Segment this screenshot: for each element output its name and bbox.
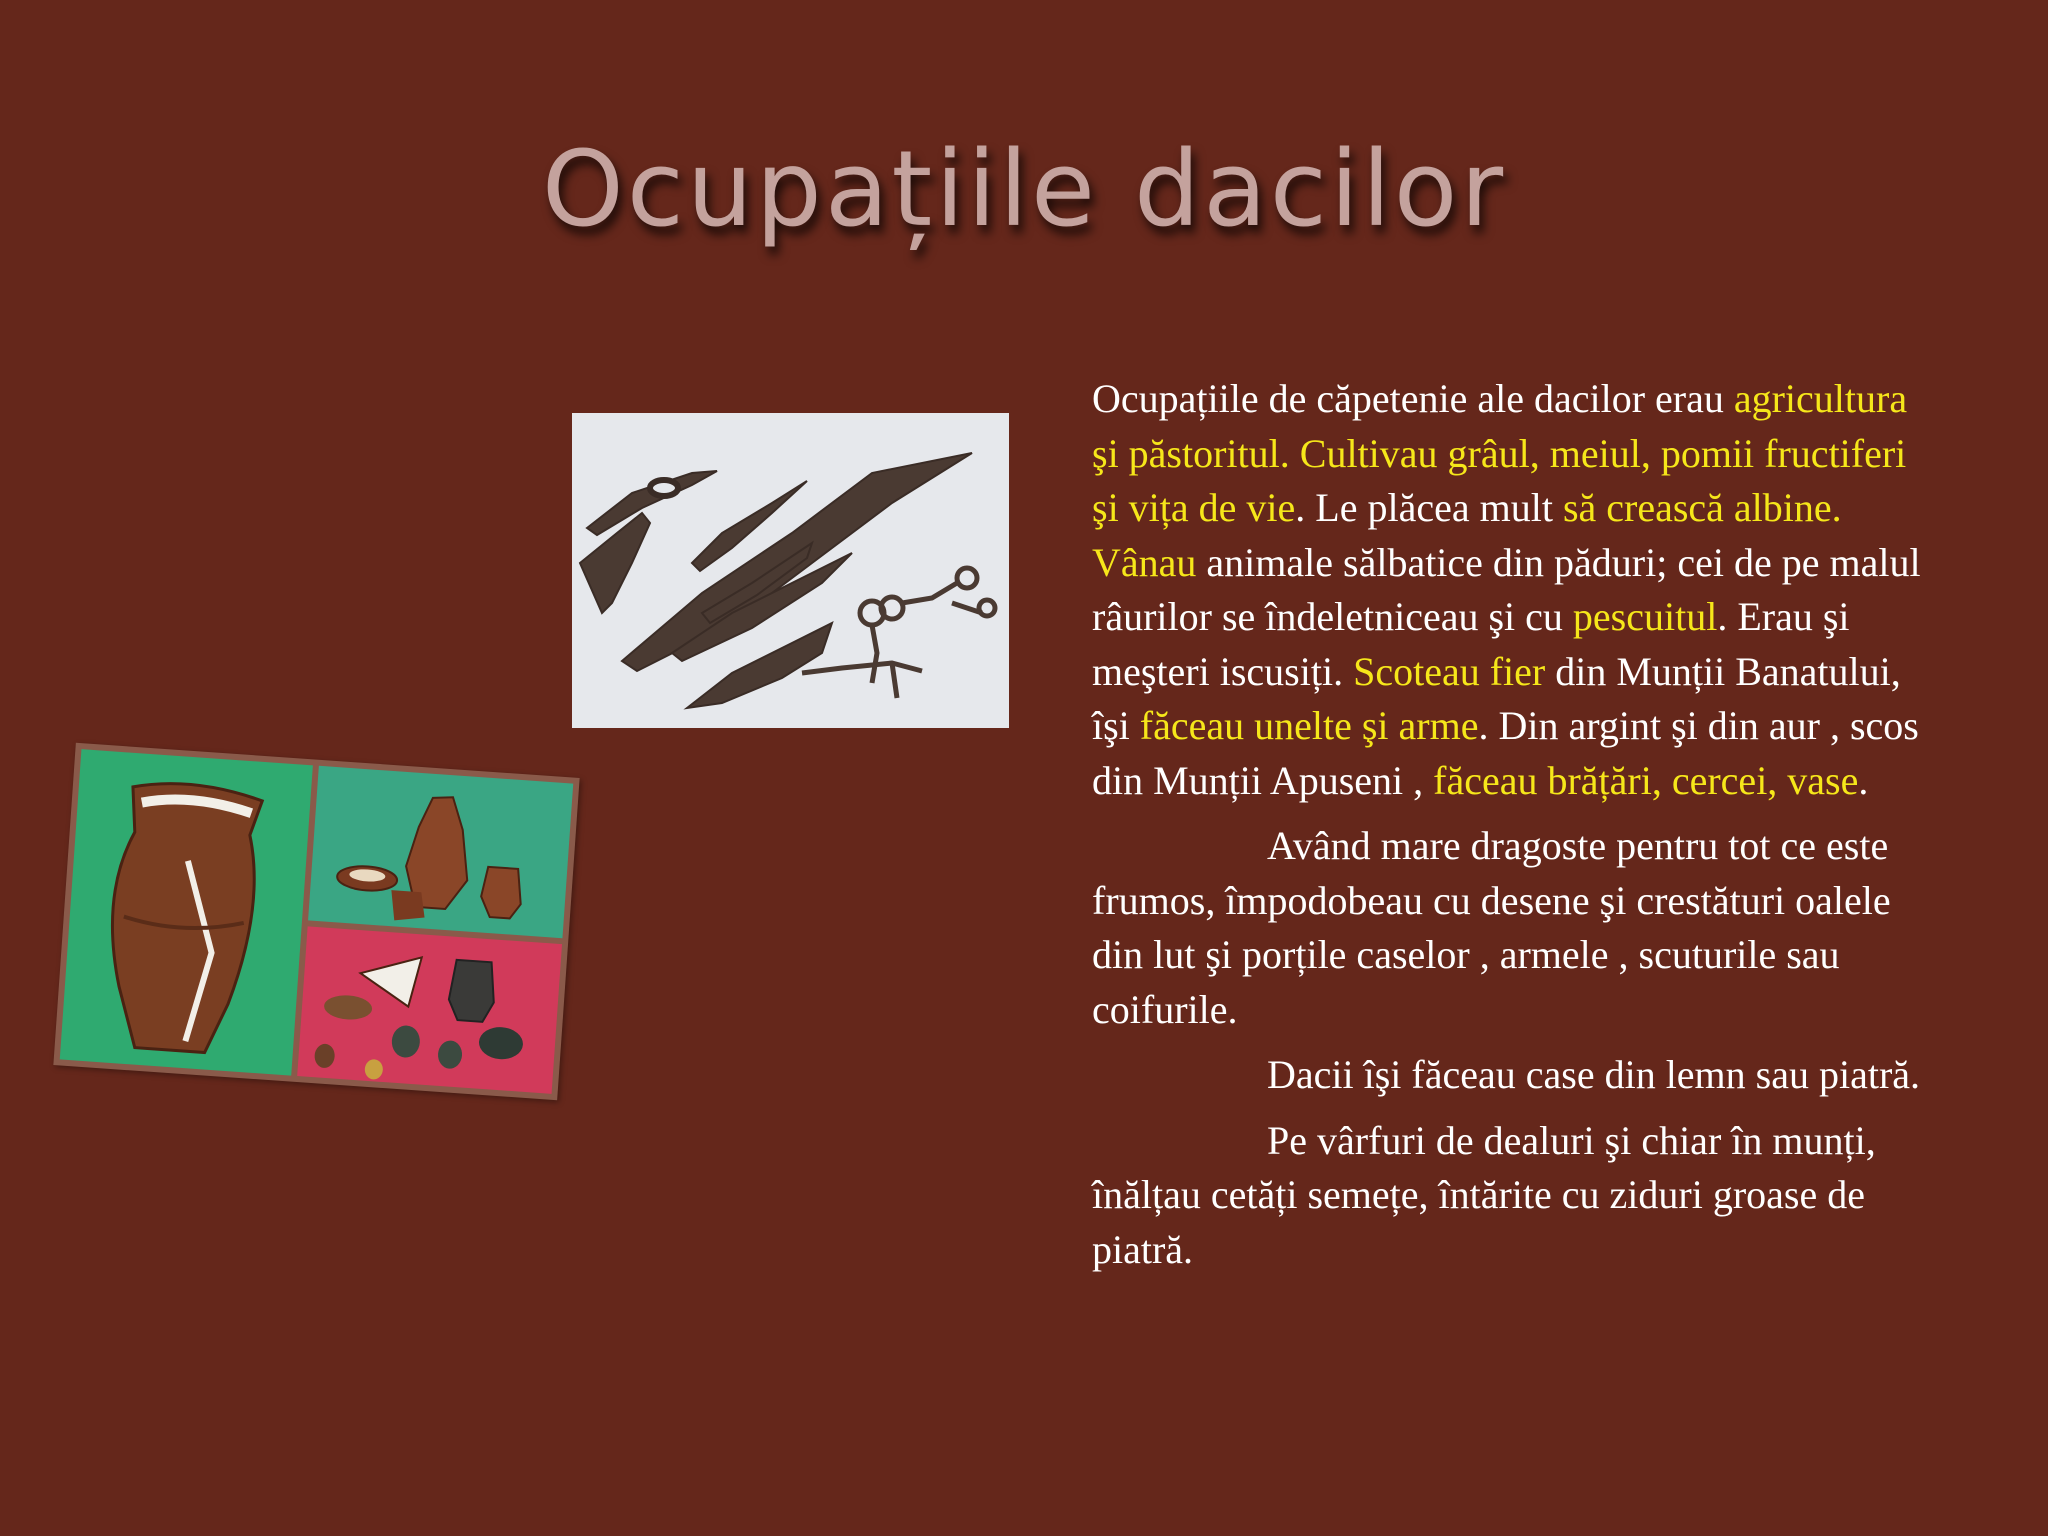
paragraph-houses (1092, 1048, 1932, 1103)
highlight-bees: să crească albine. Vânau (1092, 485, 1842, 585)
paragraph-decoration (1092, 819, 1932, 1037)
text-segment: . Din argint şi din aur , scos din Munții Apuseni , (1092, 703, 1919, 803)
slide-title: Ocupațiile dacilor (541, 128, 1507, 250)
pottery-collage-illustration (53, 743, 579, 1100)
paragraph-text: Pe vârfuri de dealuri şi chiar în munți, înălțau cetăți semețe, întărite cu ziduri groase de piatră. (1092, 1117, 1876, 1272)
text-segment: . Erau şi meşteri iscusiți. (1092, 594, 1850, 694)
text-segment: . (1858, 757, 1869, 803)
text-segment: . Le plăcea mult (1295, 485, 1563, 530)
paragraph-fortresses (1092, 1114, 1932, 1278)
text-segment: Ocupațiile de căpetenie ale dacilor erau (1092, 376, 1734, 421)
paragraph-occupations (1092, 372, 1932, 808)
iron-tools-photo (572, 413, 1009, 728)
highlight-jewelry: făceau brățări, cercei, vase (1433, 757, 1859, 803)
body-text (1092, 372, 1932, 1288)
text-segment: din Munții Banatului, îşi (1092, 648, 1901, 748)
highlight-agriculture: agricultura şi păstoritul. Cultivau grâul, meiul, pomii fructiferi şi vița de vie (1092, 376, 1908, 530)
dacian-pottery-photo (53, 743, 579, 1100)
highlight-fishing: pescuitul (1572, 594, 1718, 639)
text-segment: animale sălbatice din păduri; cei de pe malul râurilor se îndeletniceau şi cu (1092, 539, 1921, 639)
highlight-tools: făceau unelte şi arme (1139, 703, 1479, 748)
iron-tools-illustration (572, 413, 1009, 728)
paragraph-text: Dacii îşi făceau case din lemn sau piatră. (1267, 1052, 1921, 1097)
paragraph-text: Având mare dragoste pentru tot ce este frumos, împodobeau cu desene şi crestături oalele din lut şi porțile caselor , armele , scuturile sau coifurile. (1092, 823, 1891, 1032)
highlight-iron: Scoteau fier (1353, 648, 1546, 694)
